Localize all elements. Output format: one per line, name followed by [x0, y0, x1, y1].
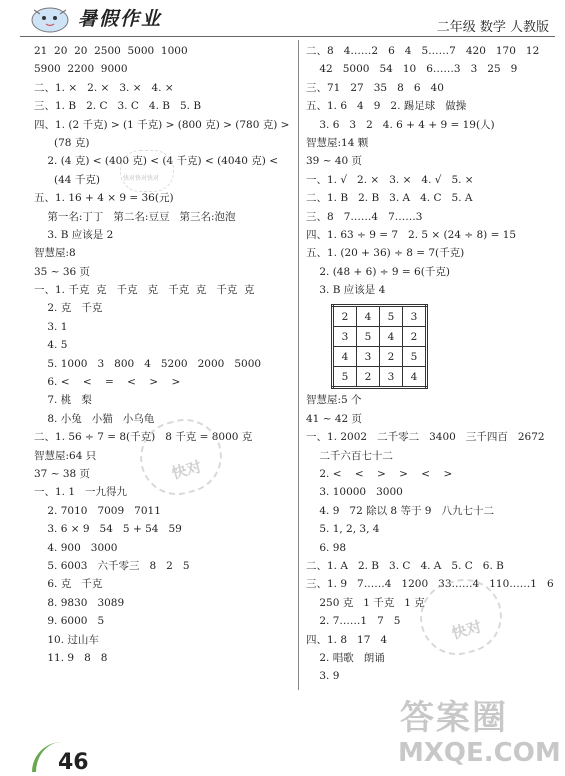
header-rule	[20, 36, 555, 37]
left-answer-line: 四、1. (2 千克) > (1 千克) > (800 克) > (780 克) >	[34, 118, 290, 131]
right-answer-line: 3. 6 3 2 4. 6 + 4 + 9 = 19(人)	[306, 118, 495, 131]
left-answer-line: 五、1. 16 + 4 × 9 = 36(元)	[34, 192, 174, 205]
left-answer-line: 21 20 20 2500 5000 1000	[34, 45, 188, 57]
right-answer-line: 3. 10000 3000	[306, 486, 403, 499]
right-answer-line: 39 ~ 40 页	[306, 155, 363, 168]
right-answer-line: 2. 7……1 7 5	[306, 615, 401, 628]
magic-square-cell: 5	[333, 367, 357, 388]
left-answer-line: 5. 1000 3 800 4 5200 2000 5000	[34, 357, 262, 370]
left-answer-line: 三、1. B 2. C 3. C 4. B 5. B	[34, 100, 202, 113]
right-answer-line: 四、1. 63 ÷ 9 = 7 2. 5 × (24 ÷ 8) = 15	[306, 228, 517, 241]
left-answer-line: (44 千克)	[34, 173, 100, 186]
right-answer-line: 5. 1, 2, 3, 4	[306, 523, 380, 536]
header-grade-subject: 二年级 数学 人教版	[436, 20, 549, 35]
magic-square-cell: 4	[403, 367, 427, 388]
left-answer-line: 8. 9830 3089	[34, 596, 125, 609]
left-answer-line: 8. 小兔 小猫 小乌龟	[34, 412, 155, 425]
stamp-text-left: 快对	[169, 457, 204, 483]
page-header	[0, 0, 565, 38]
left-answer-line: 2. 克 千克	[34, 302, 103, 315]
header-title: 暑假作业	[78, 8, 163, 30]
magic-square-grid	[331, 304, 428, 389]
right-answer-line: 6. 98	[306, 541, 347, 554]
small-watermark-stamp	[120, 150, 174, 192]
right-answer-line: 3. B 应该是 4	[306, 284, 386, 297]
watermark-logo-text: 答案圈	[400, 698, 508, 738]
left-answer-line: 10. 过山车	[34, 633, 99, 646]
magic-square-row	[333, 347, 427, 367]
stamp-text-right: 快对	[449, 617, 484, 643]
left-answer-line: 4. 900 3000	[34, 541, 118, 554]
right-answer-line: 2. (48 + 6) ÷ 9 = 6(千克)	[306, 265, 450, 278]
watermark-url: MXQE.COM	[398, 738, 561, 768]
magic-square-cell: 3	[357, 347, 380, 367]
right-answer-line: 三、71 27 35 8 6 40	[306, 81, 444, 94]
page-number: 46	[58, 750, 89, 775]
left-answer-line: 37 ~ 38 页	[34, 467, 91, 480]
magic-square-cell: 3	[333, 327, 357, 347]
left-answer-line: (78 克)	[34, 136, 90, 149]
left-answer-line: 第一名:丁丁 第二名:豆豆 第三名:泡泡	[34, 210, 236, 223]
small-stamp-text: 快对快对快对	[123, 175, 160, 182]
left-answer-line: 11. 9 8 8	[34, 651, 108, 664]
magic-square-row	[333, 306, 427, 327]
magic-square-row	[333, 327, 427, 347]
answers-left-column	[34, 42, 294, 667]
left-answer-line: 二、1. × 2. × 3. × 4. ×	[34, 81, 174, 94]
right-answer-line: 4. 9 72 除以 8 等于 9 八九七十二	[306, 504, 494, 517]
right-answer-line: 41 ~ 42 页	[306, 412, 363, 425]
magic-square-cell: 2	[357, 367, 380, 388]
left-answer-line: 智慧屋:64 只	[34, 449, 97, 462]
left-answer-line: 35 ~ 36 页	[34, 265, 91, 278]
magic-square-cell: 4	[357, 306, 380, 327]
right-answer-line: 二、1. A 2. B 3. C 4. A 5. C 6. B	[306, 559, 504, 572]
right-answer-line: 二、8 4……2 6 4 5……7 420 170 12	[306, 45, 540, 57]
right-answer-line: 一、1. 2002 二千零二 3400 三千四百 2672	[306, 431, 545, 444]
magic-square-cell: 2	[403, 327, 427, 347]
left-answer-line: 9. 6000 5	[34, 615, 105, 628]
mascot-icon	[24, 0, 76, 34]
magic-square-wrapper	[306, 299, 561, 391]
right-answer-line: 四、1. 8 17 4	[306, 633, 388, 646]
right-answer-line: 2. < < > > < >	[306, 468, 453, 481]
left-answer-line: 二、1. 56 ÷ 7 = 8(千克) 8 千克 = 8000 克	[34, 431, 253, 444]
right-column-top-block	[306, 42, 561, 299]
right-answer-line: 一、1. √ 2. × 3. × 4. √ 5. ×	[306, 173, 474, 186]
left-answer-line: 5900 2200 9000	[34, 63, 128, 76]
magic-square-cell: 4	[380, 327, 403, 347]
right-answer-line: 智慧屋:14 颗	[306, 136, 369, 149]
left-answer-line: 3. 6 × 9 54 5 + 54 59	[34, 523, 182, 536]
magic-square-cell: 5	[380, 306, 403, 327]
magic-square-cell: 4	[333, 347, 357, 367]
left-answer-line: 3. 1	[34, 320, 68, 333]
left-answer-line: 智慧屋:8	[34, 247, 76, 260]
magic-square-cell: 5	[403, 347, 427, 367]
left-answer-line: 2. 7010 7009 7011	[34, 504, 161, 517]
right-answer-line: 250 克 1 千克 1 克	[306, 596, 425, 609]
right-answer-line: 五、1. 6 4 9 2. 踢足球 做操	[306, 100, 467, 113]
left-answer-line: 一、1. 1 一九得九	[34, 486, 128, 499]
magic-square-cell: 2	[380, 347, 403, 367]
magic-square-cell: 3	[380, 367, 403, 388]
right-answer-line: 二、1. B 2. B 3. A 4. C 5. A	[306, 192, 473, 205]
magic-square-cell: 2	[333, 306, 357, 327]
right-answer-line: 智慧屋:5 个	[306, 394, 362, 407]
right-answer-line: 42 5000 54 10 6……3 3 25 9	[306, 63, 518, 76]
left-answer-line: 6. < < = < > >	[34, 376, 181, 389]
right-answer-line: 3. 9	[306, 670, 340, 683]
left-answer-line: 一、1. 千克 克 千克 克 千克 克 千克 克	[34, 284, 255, 297]
magic-square-row	[333, 367, 427, 388]
magic-square-cell: 3	[403, 306, 427, 327]
left-answer-line: 3. B 应该是 2	[34, 228, 114, 241]
right-answer-line: 三、1. 9 7……4 1200 33……4 110……1 6	[306, 578, 554, 591]
right-answer-line: 三、8 7……4 7……3	[306, 210, 423, 223]
right-answer-line: 五、1. (20 + 36) ÷ 8 = 7(千克)	[306, 247, 465, 260]
right-answer-line: 二千六百七十二	[306, 449, 393, 462]
column-divider	[298, 40, 299, 690]
left-answer-line: 7. 桃 梨	[34, 394, 92, 407]
left-answer-line: 4. 5	[34, 339, 68, 352]
magic-square-cell: 5	[357, 327, 380, 347]
left-answer-line: 5. 6003 六千零三 8 2 5	[34, 559, 190, 572]
right-answer-line: 2. 唱歌 朗诵	[306, 651, 385, 664]
left-answer-line: 2. (4 克) < (400 克) < (4 千克) < (4040 克) <	[34, 155, 279, 168]
left-answer-line: 6. 克 千克	[34, 578, 103, 591]
